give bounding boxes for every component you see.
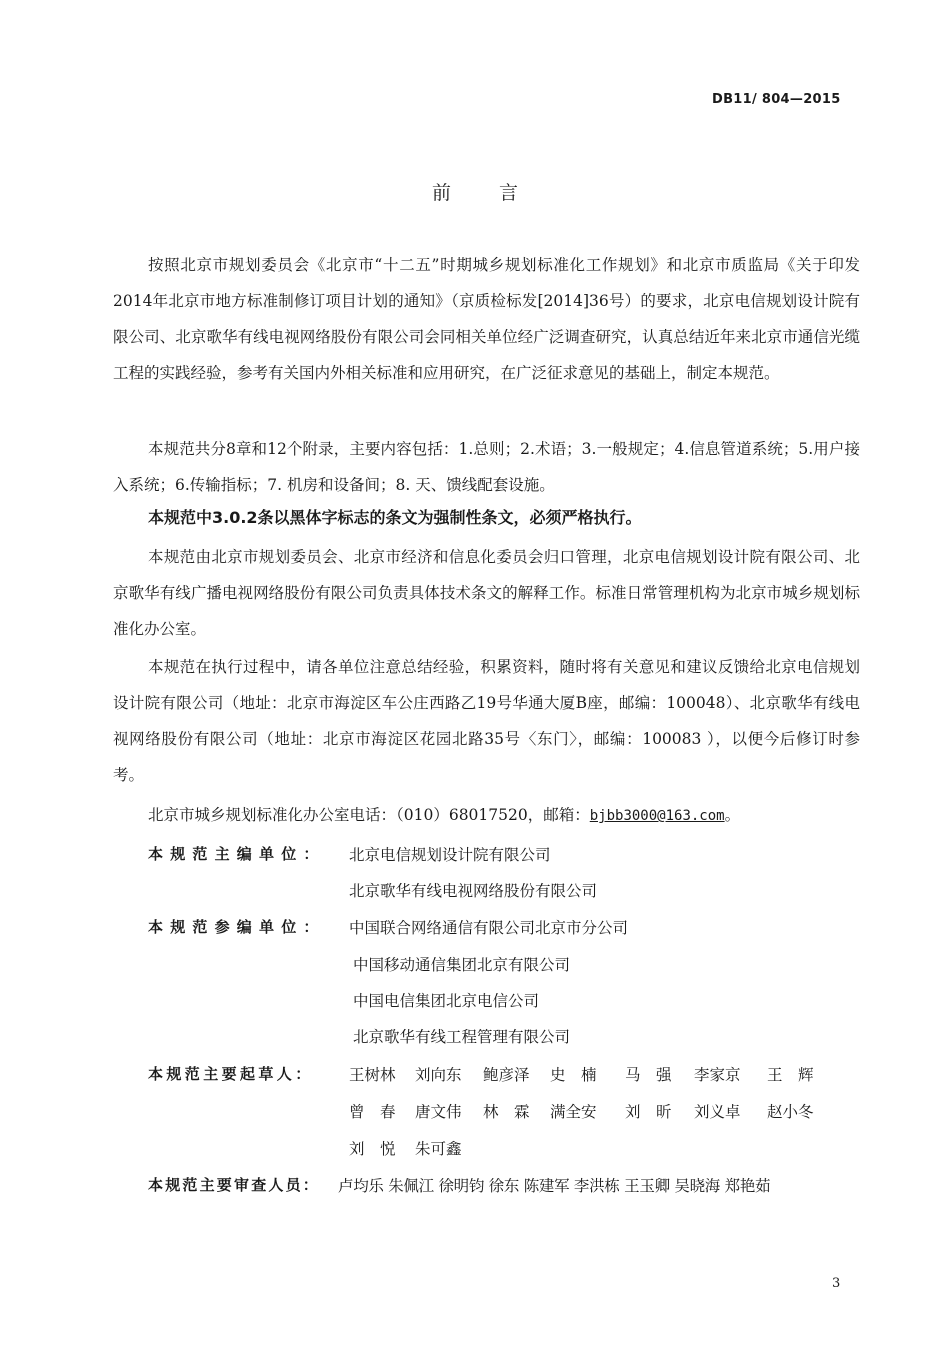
reviewers-label: 本规范主要审查人员： [148,1176,321,1194]
contact-line [148,797,740,834]
drafter: 王树林 [349,1066,396,1084]
drafter: 曾 春 [349,1103,396,1121]
page-title: 前言 [431,182,566,204]
paragraph-feedback: 本规范在执行过程中，请各单位注意总结经验，积累资料，随时将有关意见和建议反馈给北京电信规划设计院有限公司（地址：北京市海淀区车公庄西路乙19号华通大厦B座，邮编：100048）、北京歌华有线电视网络股份有限公司（地址：北京市海淀区花园北路35号〈东门〉，邮编：100083 ），以便今后修订时参考。 [113,658,860,784]
drafter: 李家京 [694,1066,741,1084]
drafter: 刘 悦 [349,1140,396,1158]
contact-prefix: 北京市城乡规划标准化办公室电话：（010）68017520，邮箱： [148,806,590,824]
drafter: 王 辉 [767,1066,814,1084]
drafter: 唐文伟 [415,1103,462,1121]
chief-units-label: 本规范主编单位： [148,845,326,863]
drafters-label: 本规范主要起草人： [148,1065,314,1083]
paragraph-management: 本规范由北京市规划委员会、北京市经济和信息化委员会归口管理，北京电信规划设计院有限公司、北京歌华有线广播电视网络股份有限公司负责具体技术条文的解释工作。标准日常管理机构为北京市城乡规划标准化办公室。 [113,548,860,638]
contact-suffix: 。 [724,806,741,824]
drafter: 赵小冬 [767,1103,814,1121]
participating-unit-4: 北京歌华有线工程管理有限公司 [353,1028,571,1046]
drafter: 鲍彦泽 [483,1066,530,1084]
chief-unit-2: 北京歌华有线电视网络股份有限公司 [349,882,598,900]
paragraph-contents: 本规范共分8章和12个附录，主要内容包括：1.总则；2.术语；3.一般规定；4.信息管道系统；5.用户接入系统；6.传输指标；7. 机房和设备间；8. 天、馈线配套设施。 [113,440,860,494]
drafter: 刘 昕 [625,1103,672,1121]
contact-email: bjbb3000@163.com [589,808,725,824]
drafter: 满全安 [550,1103,597,1121]
drafter: 马 强 [625,1066,672,1084]
drafter: 林 霖 [483,1103,530,1121]
participating-unit-1: 中国联合网络通信有限公司北京市分公司 [349,919,629,937]
participating-unit-3: 中国电信集团北京电信公司 [353,992,540,1010]
drafter: 刘义卓 [694,1103,741,1121]
drafter: 刘向东 [415,1066,462,1084]
drafter: 朱可鑫 [415,1140,462,1158]
participating-units-label: 本规范参编单位： [148,918,326,936]
page-number: 3 [832,1276,841,1291]
drafter: 史 楠 [550,1066,597,1084]
standard-code: DB11/ 804—2015 [712,92,841,107]
participating-unit-2: 中国移动通信集团北京有限公司 [353,956,571,974]
reviewers-names: 卢均乐 朱佩江 徐明钧 徐东 陈建军 李洪栋 王玉卿 吴晓海 郑艳茹 [338,1177,771,1195]
chief-unit-1: 北京电信规划设计院有限公司 [349,846,551,864]
paragraph-background: 按照北京市规划委员会《北京市“十二五”时期城乡规划标准化工作规划》和北京市质监局《关于印发2014年北京市地方标准制修订项目计划的通知》（京质检标发[2014]36号）的要求，北京电信规划设计院有限公司、北京歌华有线电视网络股份有限公司会同相关单位经广泛调查研究，认真总结近年来北京市通信光缆工程的实践经验，参考有关国内外相关标准和应用研究，在广泛征求意见的基础上，制定本规范。 [113,256,860,382]
mandatory-note: 本规范中3.0.2条以黑体字标志的条文为强制性条文，必须严格执行。 [148,508,642,527]
